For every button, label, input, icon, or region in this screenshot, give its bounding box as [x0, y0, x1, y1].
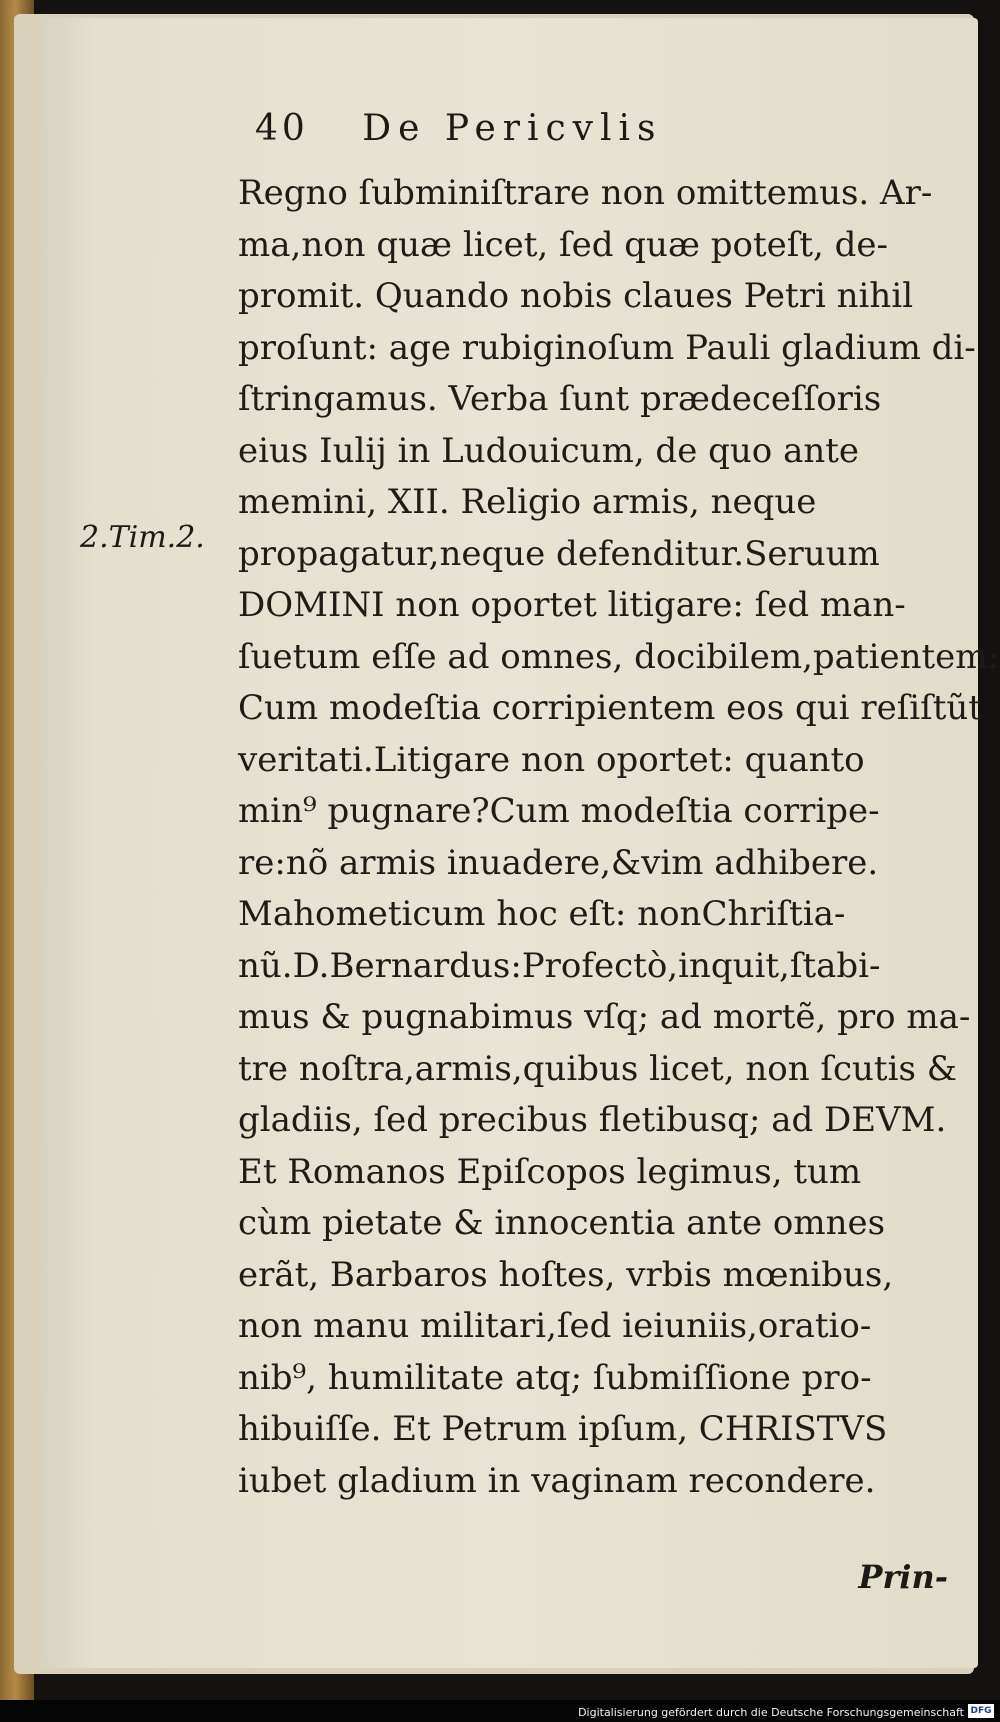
text-line: DOMINI non oportet litigare: ſed man-: [238, 585, 906, 625]
text-line: Et Romanos Epiſcopos legimus, tum: [238, 1151, 862, 1192]
text-line: erãt, Barbaros hoſtes, vrbis mœnibus,: [238, 1254, 894, 1295]
text-line: veritati.Litigare non oportet: quanto: [238, 739, 865, 780]
text-line: ma,non quæ licet, ſed quæ poteſt, de-: [238, 224, 888, 265]
text-line: cùm pietate & innocentia ante omnes: [238, 1203, 886, 1243]
text-line: promit. Quando nobis claues Petri nihil: [238, 276, 914, 316]
text-line: ſuetum eſſe ad omnes, docibilem,patientem:: [238, 636, 999, 677]
funding-credit: Digitalisierung gefördert durch die Deutsche Forschungsgemeinschaft: [578, 1706, 964, 1719]
text-line: hibuiſſe. Et Petrum ipſum, CHRISTVS: [238, 1409, 888, 1449]
marginal-reference: 2.Tim.2.: [80, 520, 205, 555]
running-title: De Pericvlis: [362, 108, 663, 149]
text-line: non manu militari,ſed ieiuniis,oratio-: [238, 1306, 872, 1346]
text-line: Cum modeſtia corripientem eos qui reſiſtũt: [238, 688, 982, 728]
text-line: eius Iulij in Ludouicum, de quo ante: [238, 430, 860, 471]
text-line: min⁹ pugnare?Cum modeſtia corripe-: [238, 791, 880, 831]
text-line: Mahometicum hoc eſt: nonChriſtia-: [238, 894, 846, 934]
running-head: [255, 108, 855, 149]
text-line: Regno ſubminiſtrare non omittemus. Ar-: [238, 173, 933, 213]
text-line: propagatur,neque defenditur.Seruum: [238, 533, 880, 574]
footer-bar: [0, 1700, 1000, 1722]
text-line: iubet gladium in vaginam recondere.: [238, 1460, 876, 1501]
text-line: gladiis, ſed precibus fletibusq; ad DEVM.: [238, 1100, 947, 1140]
text-line: proſunt: age rubiginoſum Pauli gladium di-: [238, 327, 976, 368]
text-line: mus & pugnabimus vſq; ad mortẽ, pro ma-: [238, 997, 971, 1037]
text-line: ſtringamus. Verba ſunt prædeceſſoris: [238, 379, 882, 419]
text-line: memini, XII. Religio armis, neque: [238, 482, 817, 522]
page-number: 40: [255, 108, 309, 149]
body-text: [238, 168, 999, 1507]
text-line: nib⁹, humilitate atq; ſubmiſſione pro-: [238, 1357, 872, 1398]
text-line: re:nõ armis inuadere,&vim adhibere.: [238, 842, 879, 883]
dfg-logo-icon: DFG: [968, 1704, 994, 1718]
text-line: tre noſtra,armis,quibus licet, non ſcutis &: [238, 1048, 957, 1089]
text-line: nũ.D.Bernardus:Profectò,inquit,ſtabi-: [238, 945, 881, 986]
catchword: Prin-: [858, 1558, 948, 1596]
